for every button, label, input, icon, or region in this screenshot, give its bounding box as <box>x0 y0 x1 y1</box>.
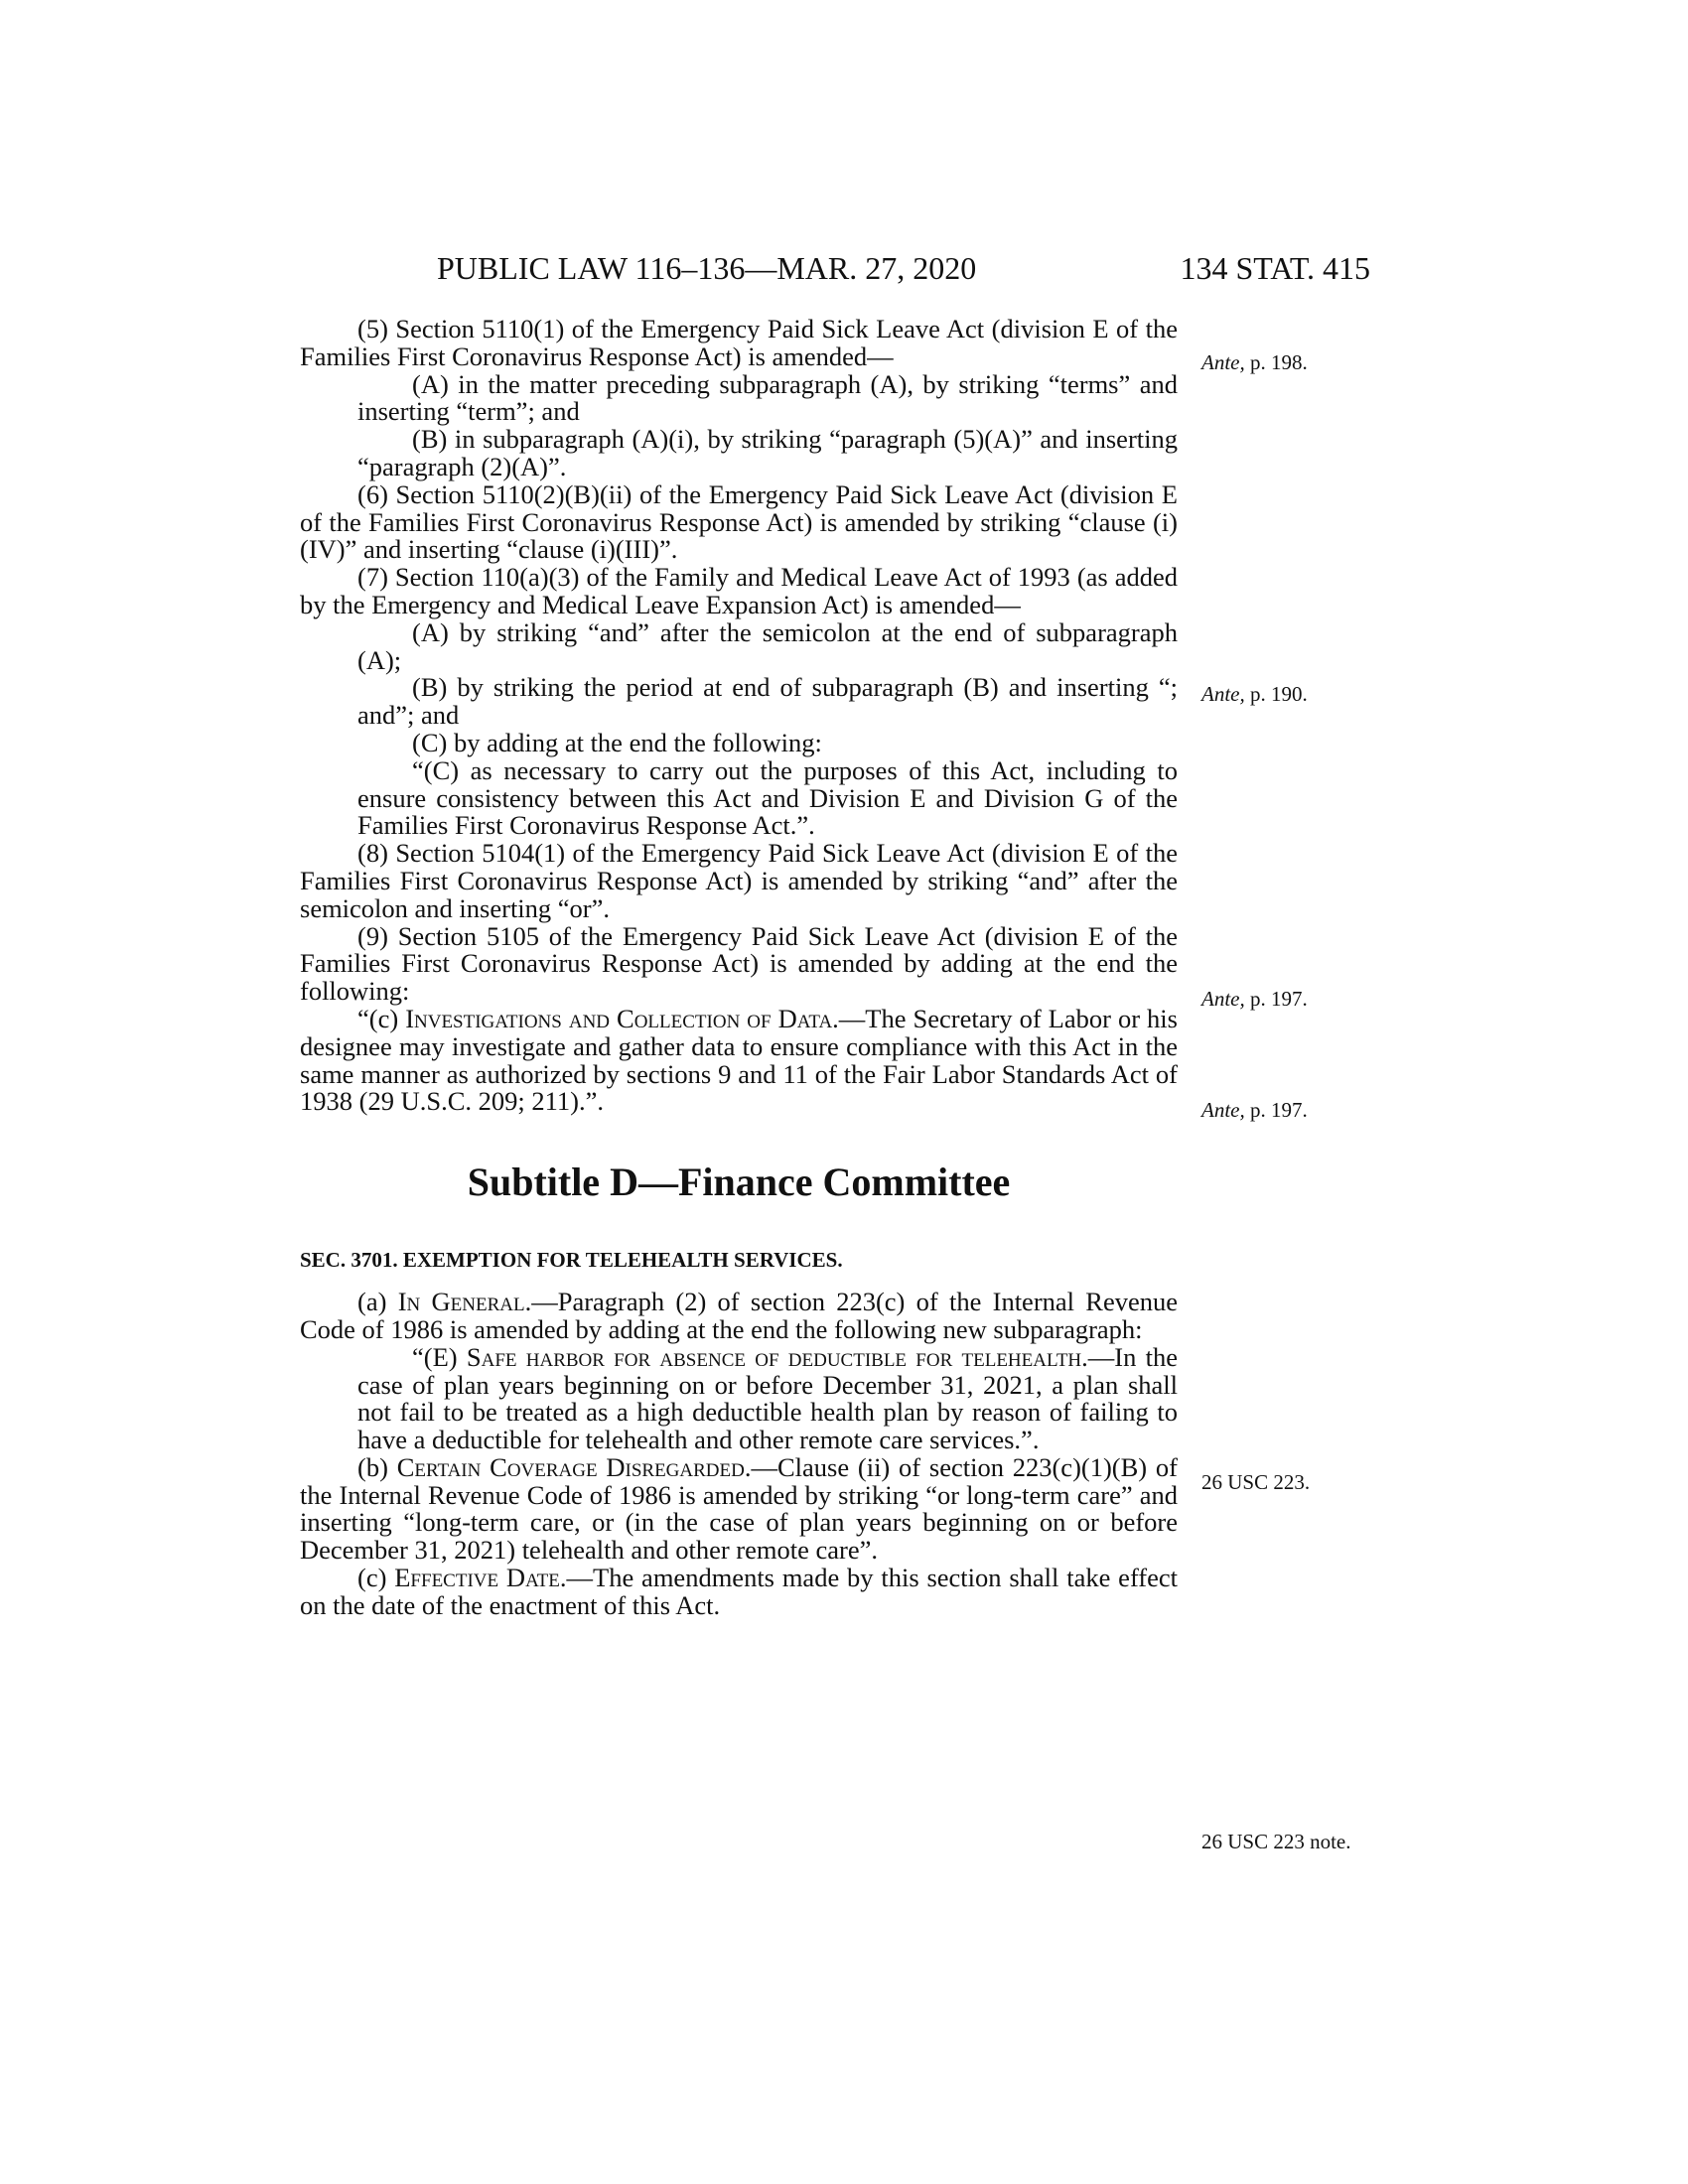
subparagraph-e-text: .—In the case of plan years beginning on or before December 31, 2021, a plan shall not fail to be treated as a high deductible health plan by reason of failing to have a deductible for telehealth and other remote care services.”. <box>357 1341 1179 1455</box>
subsection-c-heading: Effective Date <box>394 1563 560 1593</box>
statute-page-number: 134 STAT. 415 <box>1180 250 1370 286</box>
subsection-c-lead: (c) <box>357 1563 395 1593</box>
margin-note-ante-198: Ante, p. 198. <box>1201 350 1308 374</box>
margin-note-ante-197-b: Ante, p. 197. <box>1201 1098 1308 1122</box>
paragraph-5: (5) Section 5110(1) of the Emergency Paid Sick Leave Act (division E of the Families First Coronavirus Response Act) is amended— <box>300 314 1178 371</box>
inserted-subsection-c-text: .—The Secretary of Labor or his designee may investigate and gather data to ensure compliance with this Act in the same manner as authorized by sections 9 and 11 of the Fair Labor Standards Act of 1938 (29 U.S.C. 209; 211).”. <box>300 1003 1178 1117</box>
subtitle-heading: Subtitle D—Finance Committee <box>467 1160 1011 1205</box>
margin-note-ante-197-a: Ante, p. 197. <box>1201 987 1308 1011</box>
subsection-a-heading: In General <box>397 1287 525 1317</box>
paragraph-5-b: (B) in subparagraph (A)(i), by striking “paragraph (5)(A)” and inserting “paragraph (2)(A)”. <box>357 424 1178 481</box>
paragraph-9: (9) Section 5105 of the Emergency Paid Sick Leave Act (division E of the Families First Coronavirus Response Act) is amended by adding at the end the following: <box>300 920 1178 1007</box>
subsection-b-text: .—Clause (ii) of section 223(c)(1)(B) of the Internal Revenue Code of 1986 is amended by striking “or long-term care” and inserting “long-term care, or (in the case of plan years beginning on or before December 31, 2021) telehealth and other remote care”. <box>300 1451 1178 1566</box>
subparagraph-e <box>300 1341 1179 1455</box>
inserted-subsection-c-heading: Investigations and Collection of Data <box>405 1003 833 1033</box>
section-heading: SEC. 3701. EXEMPTION FOR TELEHEALTH SERVICES. <box>300 1248 843 1273</box>
margin-note-26-usc-223-note: 26 USC 223 note. <box>1201 1830 1351 1853</box>
subsection-b <box>300 1451 1178 1566</box>
paragraph-7-c: (C) by adding at the end the following: <box>412 727 822 757</box>
subsection-b-heading: Certain Coverage Disregarded <box>396 1451 745 1482</box>
subparagraph-e-heading: Safe harbor for absence of deductible for telehealth <box>466 1341 1082 1372</box>
public-law-citation: PUBLIC LAW 116–136—MAR. 27, 2020 <box>437 250 977 286</box>
paragraph-7: (7) Section 110(a)(3) of the Family and Medical Leave Act of 1993 (as added by the Emergency and Medical Leave Expansion Act) is amended— <box>300 562 1178 619</box>
paragraph-6: (6) Section 5110(2)(B)(ii) of the Emergency Paid Sick Leave Act (division E of the Families First Coronavirus Response Act) is amended by striking “clause (i)(IV)” and inserting “clause (i)(III)”. <box>300 478 1178 565</box>
inserted-subsection-c-lead: “(c) <box>357 1003 406 1033</box>
inserted-subsection-c <box>300 1003 1178 1117</box>
document-body <box>300 316 1178 1620</box>
subsection-c <box>300 1565 1178 1620</box>
page-header <box>437 246 1370 290</box>
margin-note-26-usc-223: 26 USC 223. <box>1201 1470 1311 1494</box>
subsection-b-lead: (b) <box>357 1451 397 1482</box>
subsection-a-lead: (a) <box>357 1287 398 1317</box>
paragraph-8: (8) Section 5104(1) of the Emergency Paid Sick Leave Act (division E of the Families First Coronavirus Response Act) is amended by striking “and” after the semicolon and inserting “or”. <box>300 838 1178 923</box>
margin-note-ante-190: Ante, p. 190. <box>1201 682 1308 706</box>
subparagraph-e-lead: “(E) <box>412 1341 467 1372</box>
inserted-subparagraph-c: “(C) as necessary to carry out the purposes of this Act, including to ensure consistency between this Act and Division E and Division G of the Families First Coronavirus Response Act.”. <box>357 754 1178 841</box>
paragraph-7-a: (A) by striking “and” after the semicolon at the end of subparagraph (A); <box>357 616 1178 675</box>
subsection-a-text: .—Paragraph (2) of section 223(c) of the Internal Revenue Code of 1986 is amended by adding at the end the following new subparagraph: <box>300 1287 1178 1344</box>
paragraph-5-a: (A) in the matter preceding subparagraph (A), by striking “terms” and inserting “term”; and <box>357 368 1178 427</box>
subsection-c-text: .—The amendments made by this section shall take effect on the date of the enactment of this Act. <box>300 1563 1178 1620</box>
subsection-a <box>300 1289 1178 1344</box>
paragraph-7-b: (B) by striking the period at end of subparagraph (B) and inserting “; and”; and <box>357 672 1178 731</box>
